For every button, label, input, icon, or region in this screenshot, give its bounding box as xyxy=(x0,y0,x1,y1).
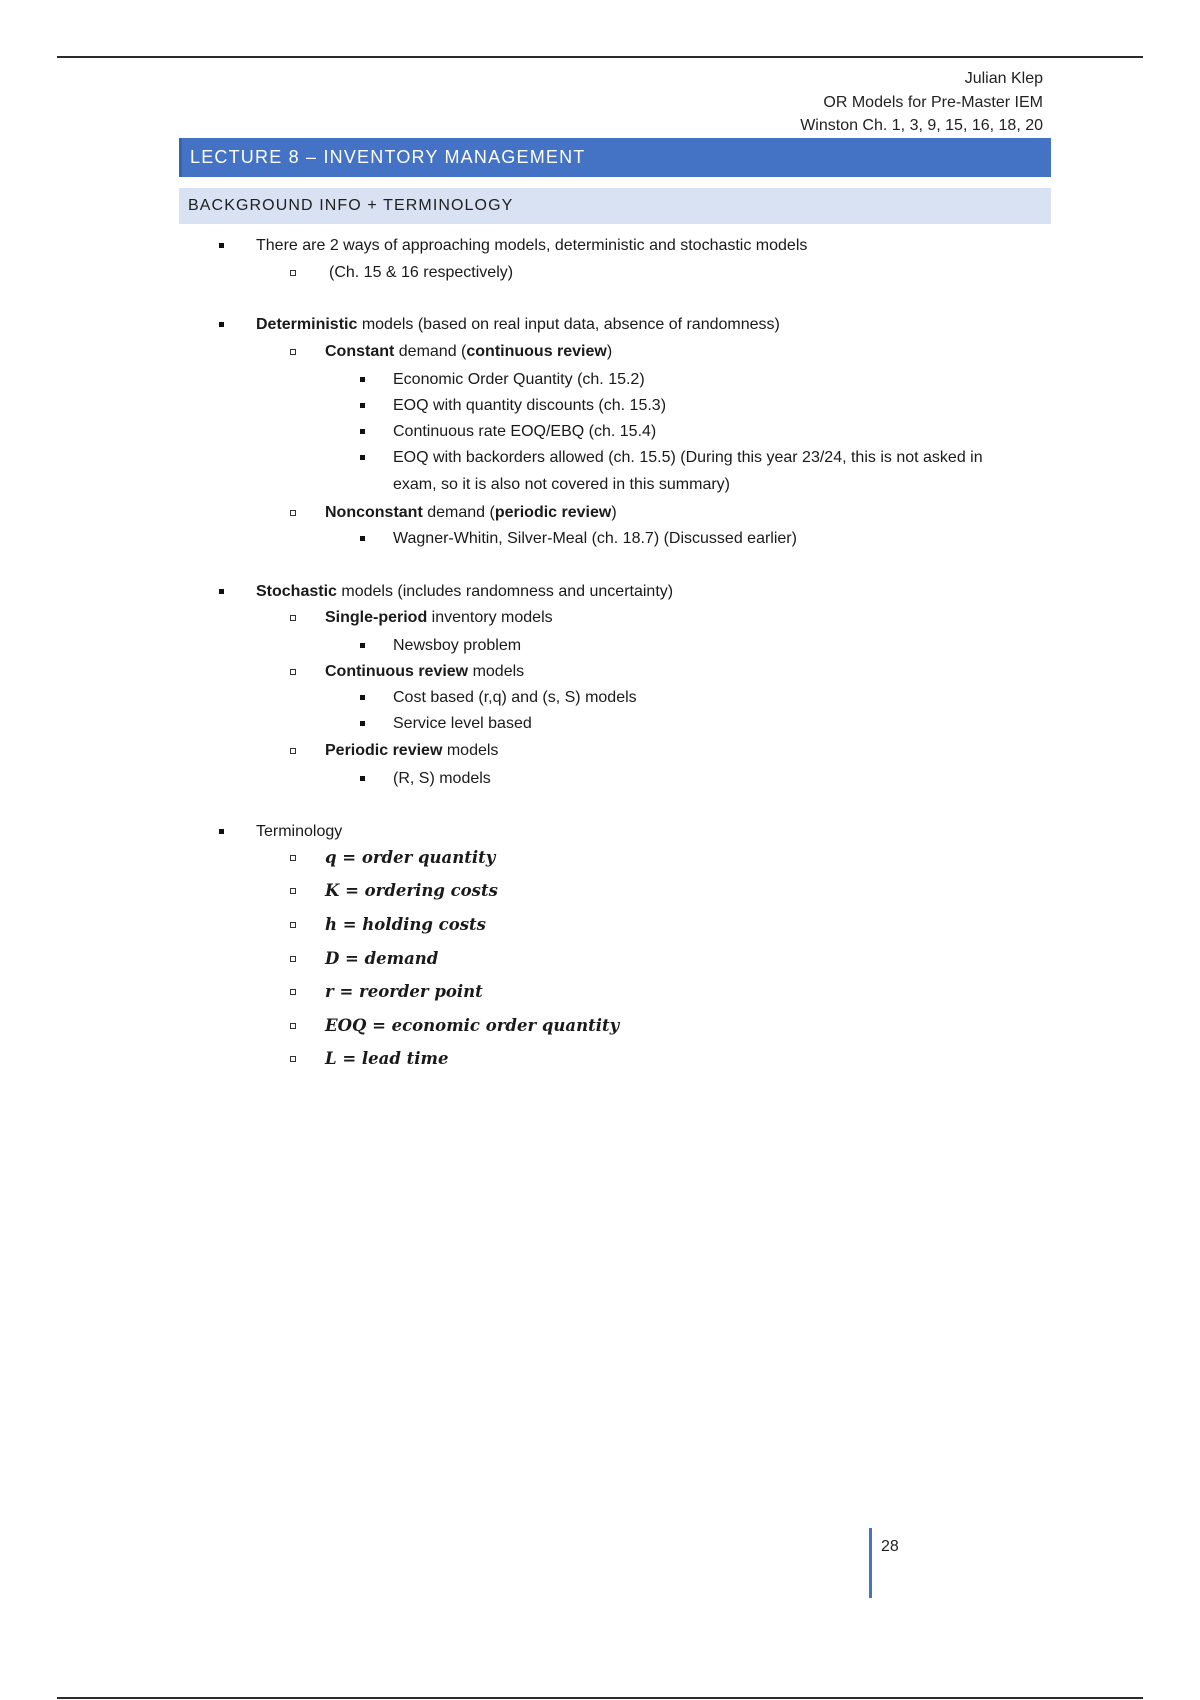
lecture-title-bar xyxy=(179,138,1051,177)
bullet-marker xyxy=(360,769,365,789)
term-ordering-costs: K = ordering costs xyxy=(325,881,498,900)
single-period-item: Single-period inventory models xyxy=(325,609,553,626)
top-rule xyxy=(57,56,1143,58)
bullet-marker xyxy=(219,236,224,256)
list-item: Wagner-Whitin, Silver-Meal (ch. 18.7) (Discussed earlier) xyxy=(393,530,797,547)
sub-bullet-marker xyxy=(290,608,296,628)
sub-bullet-marker xyxy=(290,881,296,901)
bottom-rule xyxy=(57,1697,1143,1699)
sub-bullet-marker xyxy=(290,263,296,283)
deterministic-bullet: Deterministic models (based on real input data, absence of randomness) xyxy=(256,316,780,333)
intro-bullet: There are 2 ways of approaching models, deterministic and stochastic models xyxy=(256,237,808,254)
section-heading-bar xyxy=(179,188,1051,224)
course-name: OR Models for Pre-Master IEM xyxy=(823,93,1043,111)
lecture-title: LECTURE 8 – INVENTORY MANAGEMENT xyxy=(190,147,586,167)
bullet-marker xyxy=(360,370,365,390)
list-item: (R, S) models xyxy=(393,770,491,787)
bullet-marker xyxy=(360,396,365,416)
term-reorder-point: r = reorder point xyxy=(325,982,483,1001)
sub-bullet-marker xyxy=(290,982,296,1002)
list-item: EOQ with quantity discounts (ch. 15.3) xyxy=(393,397,667,414)
term-lead-time: L = lead time xyxy=(325,1049,449,1068)
term-economic-order-quantity: EOQ = economic order quantity xyxy=(325,1016,620,1035)
sub-bullet-marker xyxy=(290,1016,296,1036)
page-number: 28 xyxy=(881,1538,899,1555)
bullet-marker xyxy=(360,714,365,734)
term-demand: D = demand xyxy=(325,949,439,968)
sub-bullet-marker xyxy=(290,503,296,523)
list-item-continuation: exam, so it is also not covered in this summary) xyxy=(393,476,731,493)
bullet-marker xyxy=(219,582,224,602)
sub-bullet-marker xyxy=(290,949,296,969)
bullet-marker xyxy=(360,529,365,549)
term-order-quantity: q = order quantity xyxy=(325,848,496,867)
list-item: EOQ with backorders allowed (ch. 15.5) (During this year 23/24, this is not asked in xyxy=(393,449,983,466)
list-item: Economic Order Quantity (ch. 15.2) xyxy=(393,371,645,388)
book-reference: Winston Ch. 1, 3, 9, 15, 16, 18, 20 xyxy=(800,117,1043,134)
bullet-marker xyxy=(360,636,365,656)
bullet-marker xyxy=(219,822,224,842)
periodic-review-item: Periodic review models xyxy=(325,742,499,759)
sub-bullet-marker xyxy=(290,662,296,682)
sub-bullet-marker xyxy=(290,848,296,868)
sub-bullet-marker xyxy=(290,1049,296,1069)
section-heading: BACKGROUND INFO + TERMINOLOGY xyxy=(188,197,514,214)
list-item: Newsboy problem xyxy=(393,637,522,654)
document-header xyxy=(800,67,1043,138)
list-item: Continuous rate EOQ/EBQ (ch. 15.4) xyxy=(393,423,657,440)
intro-sub-bullet: (Ch. 15 & 16 respectively) xyxy=(329,264,514,281)
author-name: Julian Klep xyxy=(964,70,1043,87)
page-number-accent xyxy=(869,1528,872,1598)
stochastic-bullet: Stochastic models (includes randomness and uncertainty) xyxy=(256,583,674,600)
terminology-bullet: Terminology xyxy=(256,823,343,840)
continuous-review-item: Continuous review models xyxy=(325,663,525,680)
bullet-marker xyxy=(360,688,365,708)
constant-demand-item: Constant demand (continuous review) xyxy=(325,343,613,360)
sub-bullet-marker xyxy=(290,915,296,935)
nonconstant-demand-item: Nonconstant demand (periodic review) xyxy=(325,504,617,521)
sub-bullet-marker xyxy=(290,741,296,761)
sub-bullet-marker xyxy=(290,342,296,362)
bullet-marker xyxy=(219,315,224,335)
list-item: Service level based xyxy=(393,715,532,732)
bullet-marker xyxy=(360,422,365,442)
term-holding-costs: h = holding costs xyxy=(325,915,486,934)
bullet-marker xyxy=(360,448,365,468)
list-item: Cost based (r,q) and (s, S) models xyxy=(393,689,637,706)
